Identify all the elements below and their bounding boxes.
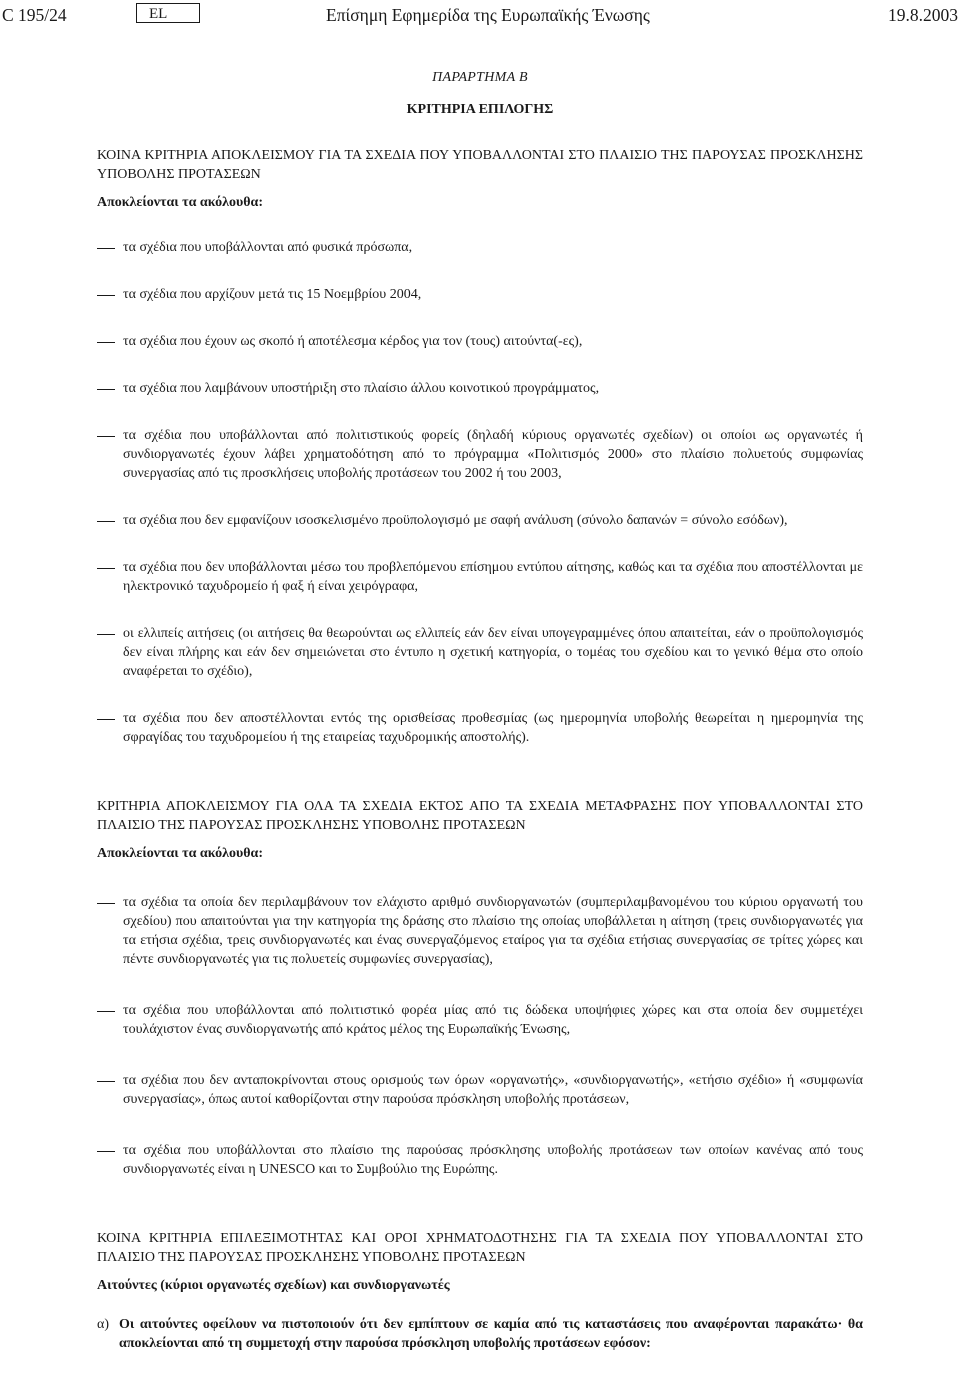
main-title: ΚΡΙΤΗΡΙΑ ΕΠΙΛΟΓΗΣ (406, 102, 554, 117)
section-2-list (97, 893, 863, 1179)
section-1-title: ΚΟΙΝΑ ΚΡΙΤΗΡΙΑ ΑΠΟΚΛΕΙΣΜΟΥ ΓΙΑ ΤΑ ΣΧΕΔΙΑ ΠΟΥ ΥΠΟΒΑΛΛΟΝΤΑΙ ΣΤΟ ΠΛΑΙΣΙΟ ΤΗΣ ΠΑΡΟΥΣΑΣ ΠΡΟΣΚΛΗΣΗΣ ΥΠΟΒΟΛΗΣ ΠΡΟΤΑΣΕΩΝ (97, 148, 863, 182)
list-item: τα σχέδια που δεν υποβάλλονται μέσω του προβλεπόμενου επίσημου εντύπου αίτησης, καθώς και τα σχέδια που αποστέλλονται με ηλεκτρονικό ταχυδρομείο ή φαξ ή είναι χειρόγραφα, (97, 558, 863, 596)
list-item: τα σχέδια που υποβάλλονται στο πλαίσιο της παρούσας πρόσκλησης υποβολής προτάσεων των οποίων κανένας από τους συνδιοργανωτές είναι η UNESCO και το Συμβούλιο της Ευρώπης. (97, 1141, 863, 1179)
journal-title: Επίσημη Εφημερίδα της Ευρωπαϊκής Ένωσης (326, 5, 650, 25)
list-item: τα σχέδια που υποβάλλονται από φυσικά πρόσωπα, (97, 238, 863, 257)
list-item: τα σχέδια που δεν αποστέλλονται εντός της ορισθείσας προθεσμίας (ως ημερομηνία υποβολής θεωρείται η ημερομηνία της σφραγίδας του ταχυδρομείου ή της εταιρείας ταχυδρομικής αποστολής). (97, 709, 863, 747)
page-reference: C 195/24 (2, 5, 67, 25)
section-1-subtitle: Αποκλείονται τα ακόλουθα: (97, 195, 263, 210)
list-item: τα σχέδια που υποβάλλονται από πολιτιστικό φορέα μίας από τις δώδεκα υποψήφιες χώρες και στα οποία δεν συμμετέχει τουλάχιστον ένας συνδιοργανωτής από κράτος μέλος της Ευρωπαϊκής Ένωσης, (97, 1001, 863, 1039)
list-item: τα σχέδια που λαμβάνουν υποστήριξη στο πλαίσιο άλλου κοινοτικού προγράμματος, (97, 379, 863, 398)
section-3-subtitle: Αιτούντες (κύριοι οργανωτές σχεδίων) και συνδιοργανωτές (97, 1278, 450, 1293)
publication-date: 19.8.2003 (888, 5, 958, 25)
point-a-marker: α) (97, 1317, 109, 1332)
list-item: οι ελλιπείς αιτήσεις (οι αιτήσεις θα θεωρούνται ως ελλιπείς εάν δεν είναι υπογεγραμμένες όπου απαιτείται, εάν ο προϋπολογισμός δεν είναι πλήρης και εάν δεν σημειώνεται στο έντυπο η σχετική κατηγορία, ο τομέας του σχεδίου και το γενικό θέμα στο οποίο αναφέρεται το σχέδιο), (97, 624, 863, 681)
list-item: τα σχέδια που έχουν ως σκοπό ή αποτέλεσμα κέρδος για τον (τους) αιτούντα(-ες), (97, 332, 863, 351)
section-1-list (97, 238, 863, 747)
section-2-title: ΚΡΙΤΗΡΙΑ ΑΠΟΚΛΕΙΣΜΟΥ ΓΙΑ ΟΛΑ ΤΑ ΣΧΕΔΙΑ ΕΚΤΟΣ ΑΠΟ ΤΑ ΣΧΕΔΙΑ ΜΕΤΑΦΡΑΣΗΣ ΠΟΥ ΥΠΟΒΑΛΛΟΝΤΑΙ ΣΤΟ ΠΛΑΙΣΙΟ ΤΗΣ ΠΑΡΟΥΣΑΣ ΠΡΟΣΚΛΗΣΗΣ ΥΠΟΒΟΛΗΣ ΠΡΟΤΑΣΕΩΝ (97, 799, 863, 833)
list-item: τα σχέδια που υποβάλλονται από πολιτιστικούς φορείς (δηλαδή κύριους οργανωτές σχεδίων) οι οποίοι ως οργανωτές ή συνδιοργανωτές έχουν λάβει χρηματοδότηση από το πρόγραμμα «Πολιτισμός 2000» στο πλαίσιο πολυετούς συμφωνίας συνεργασίας από τις προσκλήσεις υποβολής προτάσεων του 2002 ή του 2003, (97, 426, 863, 483)
page-header (0, 4, 960, 28)
list-item: τα σχέδια που δεν εμφανίζουν ισοσκελισμένο προϋπολογισμό με σαφή ανάλυση (σύνολο δαπανών = σύνολο εσόδων), (97, 511, 863, 530)
section-3-title: ΚΟΙΝΑ ΚΡΙΤΗΡΙΑ ΕΠΙΛΕΞΙΜΟΤΗΤΑΣ ΚΑΙ ΟΡΟΙ ΧΡΗΜΑΤΟΔΟΤΗΣΗΣ ΓΙΑ ΤΑ ΣΧΕΔΙΑ ΠΟΥ ΥΠΟΒΑΛΛΟΝΤΑΙ ΣΤΟ ΠΛΑΙΣΙΟ ΤΗΣ ΠΑΡΟΥΣΑΣ ΠΡΟΣΚΛΗΣΗΣ ΥΠΟΒΟΛΗΣ ΠΡΟΤΑΣΕΩΝ (97, 1231, 863, 1265)
section-2-subtitle: Αποκλείονται τα ακόλουθα: (97, 846, 263, 861)
point-a (97, 1315, 863, 1353)
point-a-text: Οι αιτούντες οφείλουν να πιστοποιούν ότι δεν εμπίπτουν σε καμία από τις καταστάσεις που αναφέρονται παρακάτω· θα αποκλείονται από τη συμμετοχή στην παρούσα πρόσκληση υποβολής προτάσεων εφόσον: (119, 1317, 863, 1351)
list-item: τα σχέδια που δεν ανταποκρίνονται στους ορισμούς των όρων «οργανωτής», «συνδιοργανωτής», «ετήσιο σχέδιο» ή «συμφωνία συνεργασίας», όπως αυτοί καθορίζονται στην παρούσα πρόσκληση υποβολής προτάσεων, (97, 1071, 863, 1109)
list-item: τα σχέδια τα οποία δεν περιλαμβάνουν τον ελάχιστο αριθμό συνδιοργανωτών (συμπεριλαμβανομένου του κύριου οργανωτή του σχεδίου) που απαιτούνται για την κατηγορία της δράσης στο πλαίσιο της οποίας υποβάλλεται η αίτηση (τρεις συνδιοργανωτές για τα ετήσια σχέδια, τρεις συνδιοργανωτές και ένας συνεργαζόμενος εταίρος για τα σχέδια ετήσιας συνεργασίας σε τρίτες χώρες και πέντε συνδιοργανωτές για τις πολυετείς συμφωνίες συνεργασίας), (97, 893, 863, 969)
document-body (97, 64, 863, 1353)
annex-label: ΠΑΡΑΡΤΗΜΑ Β (432, 70, 528, 85)
list-item: τα σχέδια που αρχίζουν μετά τις 15 Νοεμβρίου 2004, (97, 285, 863, 304)
language-box: EL (136, 3, 200, 23)
